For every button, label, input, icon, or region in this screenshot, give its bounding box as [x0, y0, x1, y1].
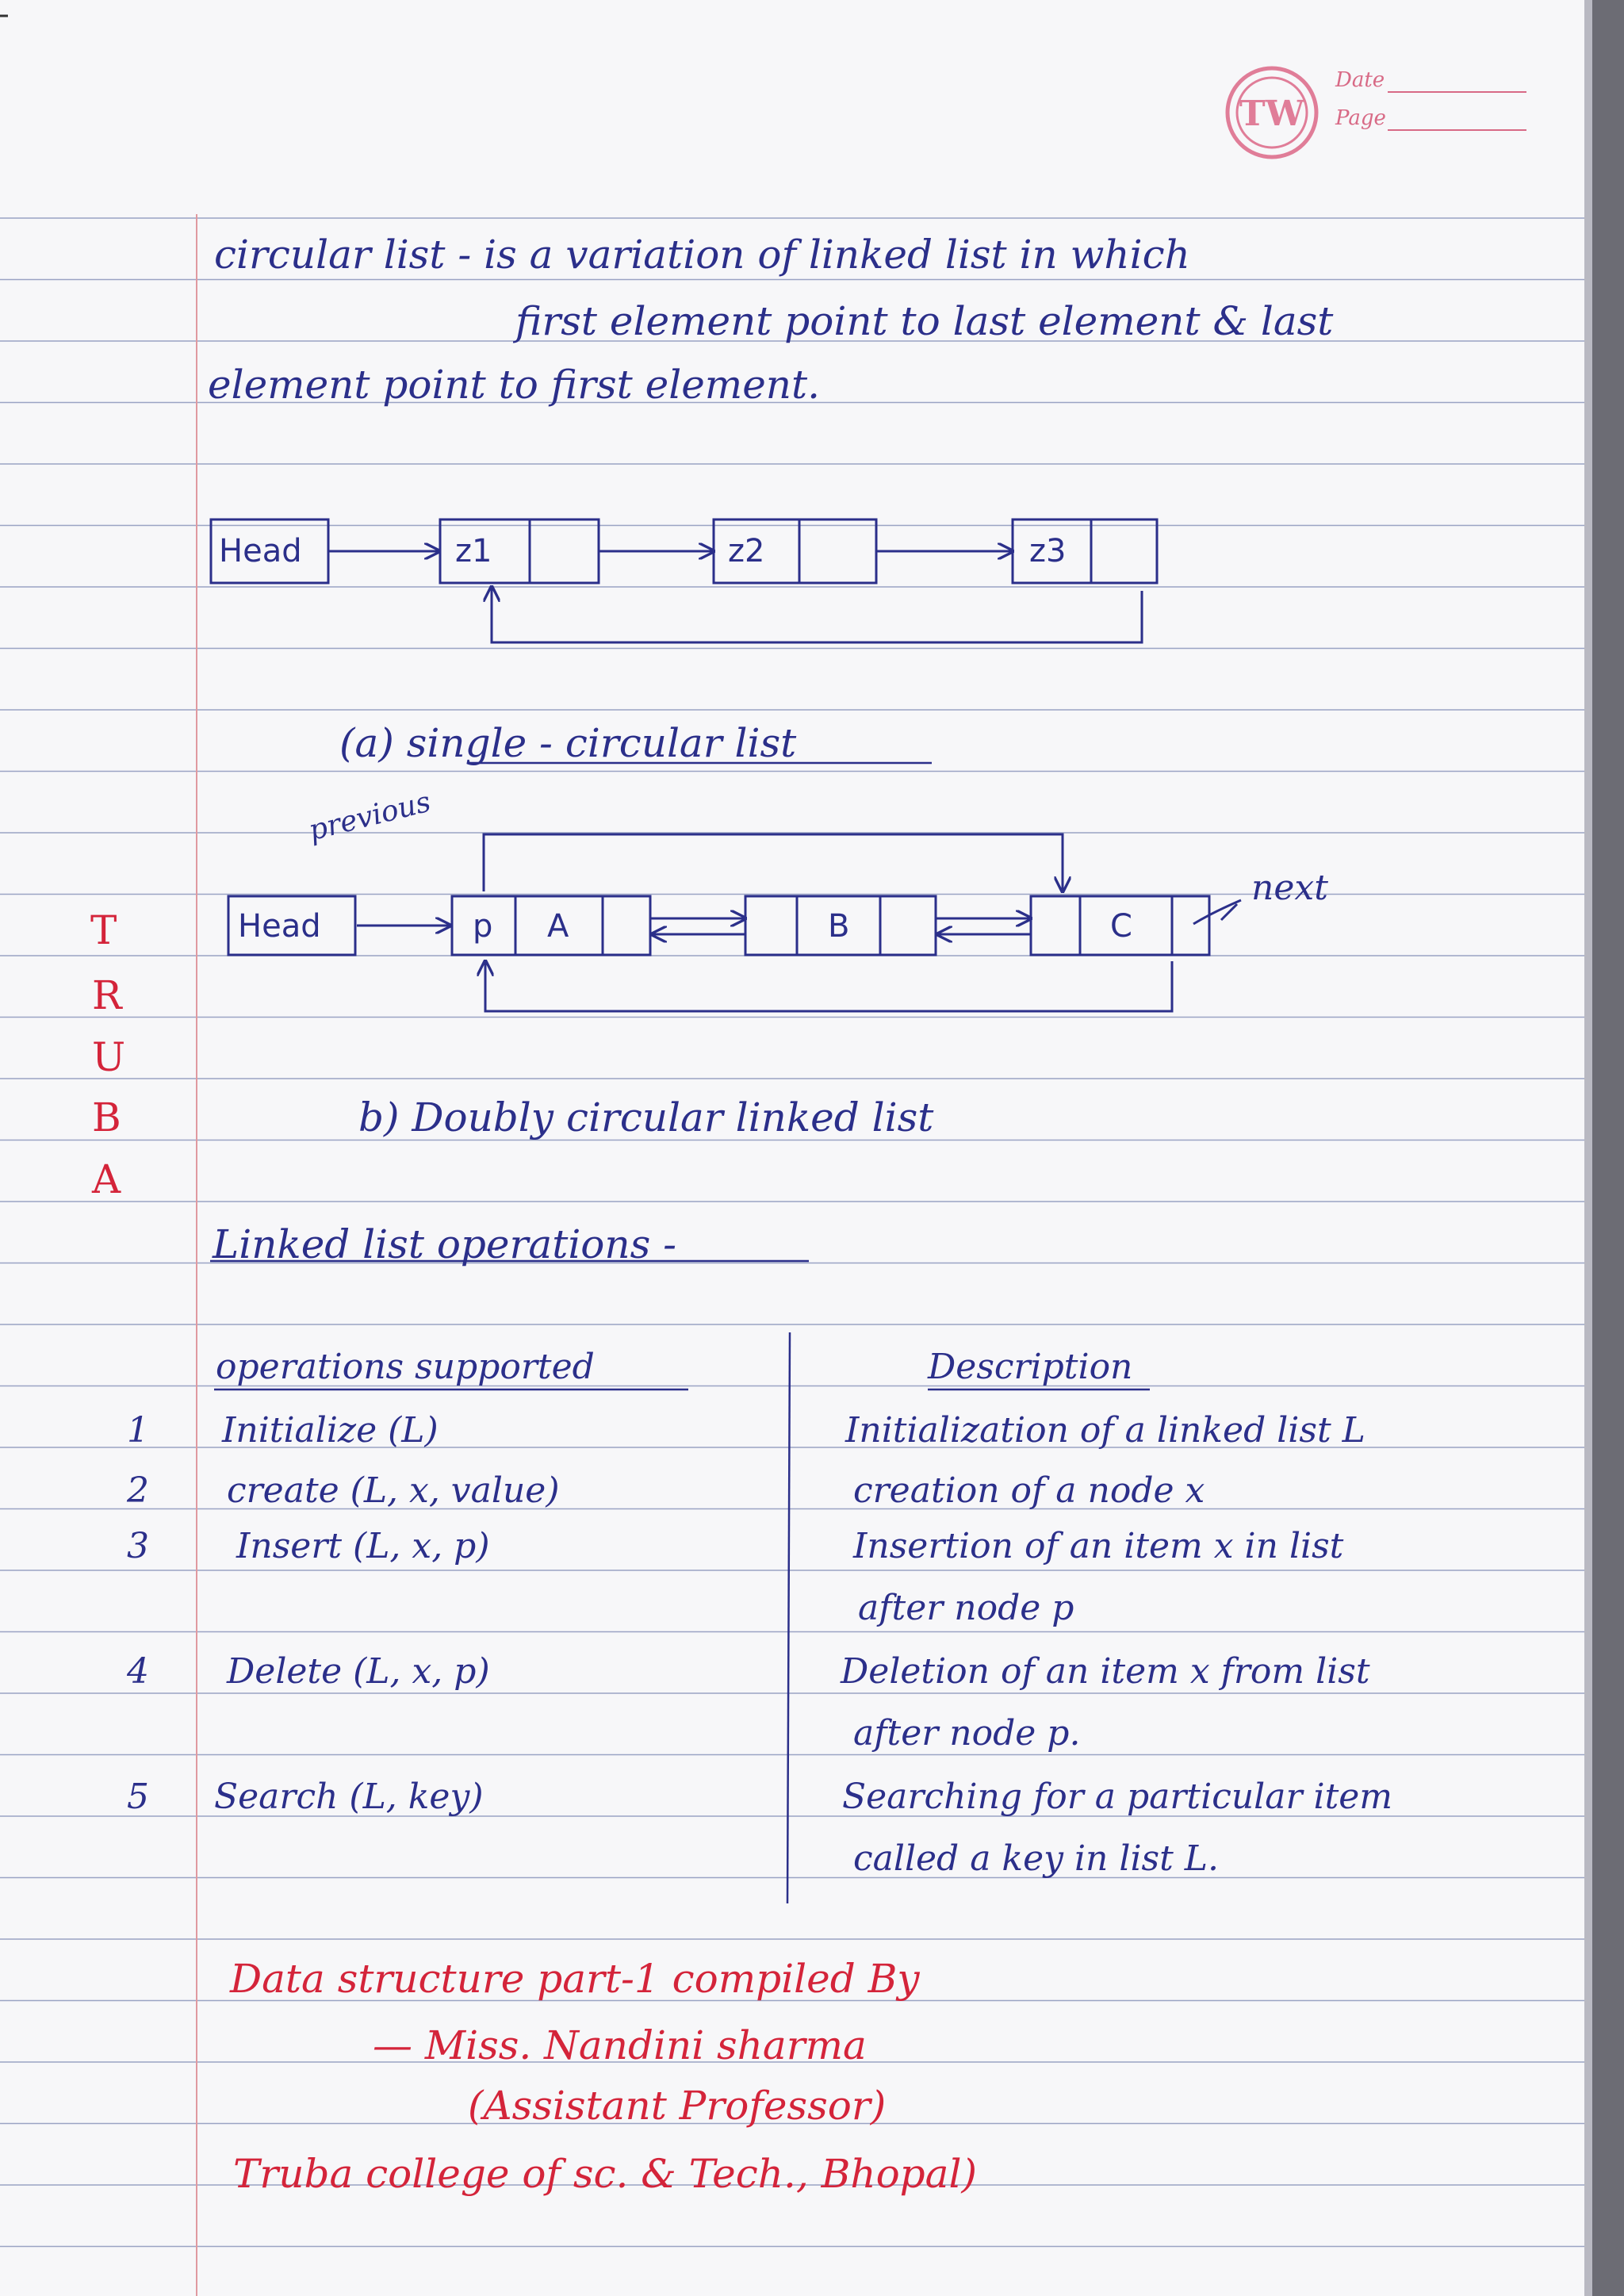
- row-op-1: Initialize (L): [222, 1410, 439, 1451]
- margin-letter-r: R: [92, 972, 122, 1018]
- diagram-b-caption: b) Doubly circular linked list: [358, 1094, 934, 1140]
- diagram-single-circular: [211, 519, 1157, 642]
- margin-letter-t: T: [90, 907, 117, 953]
- notebook-logo-icon: [1223, 63, 1321, 162]
- diagram-b-head-label: Head: [238, 908, 321, 945]
- row-num-1: 1: [127, 1410, 149, 1451]
- intro-line-2: first element point to last element & last: [515, 298, 1334, 344]
- credit-line-1: Data structure part-1 compiled By: [230, 1956, 920, 2002]
- row-desc-1: Initialization of a linked list L: [845, 1410, 1365, 1451]
- page-label: Page: [1335, 106, 1386, 130]
- diagram-b-node-c: C: [1110, 908, 1132, 945]
- row-desc-3b: after node p: [858, 1588, 1074, 1628]
- svg-text:TW: TW: [1239, 94, 1305, 134]
- margin-letter-a: A: [92, 1156, 121, 1202]
- date-page-lines: [1388, 86, 1530, 133]
- row-desc-3a: Insertion of an item x in list: [853, 1526, 1344, 1566]
- col-operations-header: operations supported: [216, 1347, 595, 1387]
- credit-line-3: (Assistant Professor): [468, 2083, 887, 2129]
- intro-line-1: circular list - is a variation of linked list in which: [214, 232, 1190, 278]
- row-op-3: Insert (L, x, p): [236, 1526, 490, 1566]
- row-desc-4b: after node p.: [853, 1713, 1081, 1754]
- row-num-5: 5: [127, 1777, 149, 1817]
- row-num-4: 4: [127, 1651, 149, 1692]
- diagram-b-prev-pointer: p: [473, 908, 493, 945]
- intro-line-3: element point to first element.: [208, 362, 820, 408]
- margin-letter-u: U: [92, 1034, 126, 1080]
- row-desc-4a: Deletion of an item x from list: [841, 1651, 1370, 1692]
- row-op-5: Search (L, key): [214, 1777, 484, 1817]
- credit-line-2: — Miss. Nandini sharma: [373, 2022, 867, 2068]
- previous-label: previous: [305, 785, 435, 848]
- diagram-b-node-b: B: [828, 908, 850, 945]
- operations-heading: Linked list operations -: [213, 1221, 677, 1267]
- next-label: next: [1251, 868, 1328, 908]
- row-op-4: Delete (L, x, p): [227, 1651, 490, 1692]
- col-description-header: Description: [928, 1347, 1133, 1387]
- diagram-b-node-a: A: [547, 908, 569, 945]
- diagram-a-node-3: z3: [1029, 533, 1067, 569]
- row-num-2: 2: [127, 1470, 149, 1511]
- row-op-2: create (L, x, value): [227, 1470, 560, 1511]
- credit-line-4: Truba college of sc. & Tech., Bhopal): [233, 2151, 977, 2197]
- row-num-3: 3: [127, 1526, 149, 1566]
- diagram-doubly-circular: [228, 834, 1241, 1011]
- row-desc-5b: called a key in list L.: [853, 1838, 1219, 1879]
- diagram-a-node-2: z2: [728, 533, 765, 569]
- row-desc-2: creation of a node x: [853, 1470, 1205, 1511]
- diagram-a-head-label: Head: [219, 533, 302, 569]
- row-desc-5a: Searching for a particular item: [842, 1777, 1393, 1817]
- margin-letter-b: B: [92, 1094, 121, 1140]
- diagram-a-node-1: z1: [455, 533, 492, 569]
- diagram-a-caption: (a) single - circular list: [339, 720, 797, 766]
- date-label: Date: [1335, 68, 1385, 92]
